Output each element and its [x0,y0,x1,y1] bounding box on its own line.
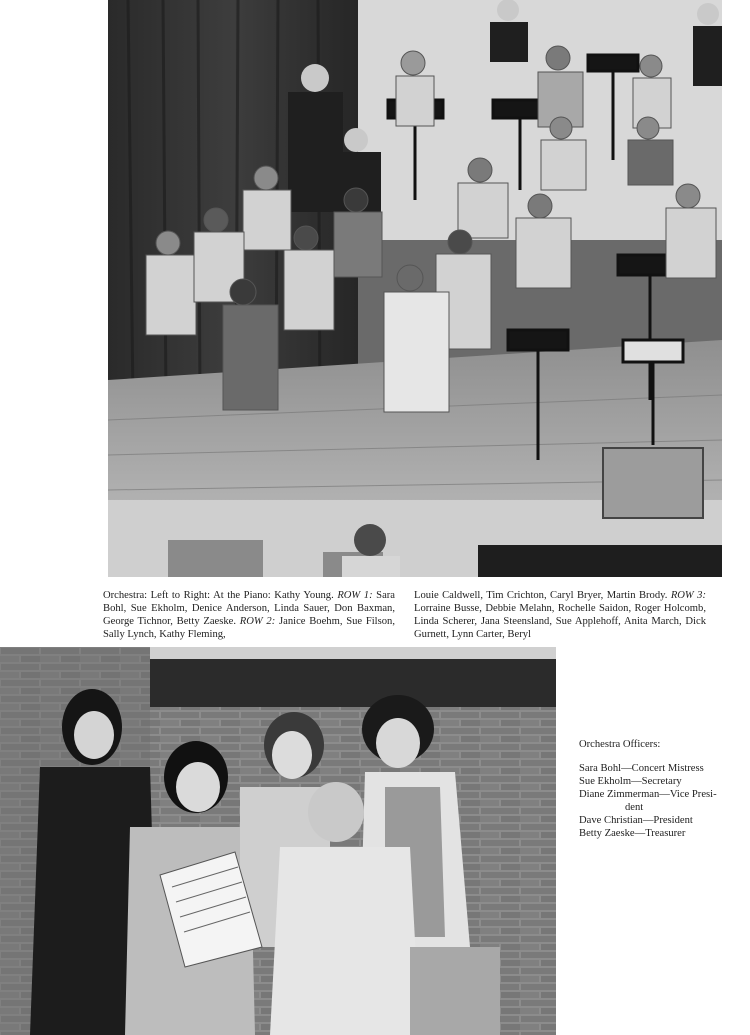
row3-names: Lorraine Busse, Debbie Melahn, Rochelle Saidon, Roger Holcomb, Linda Scherer, Jana Steensland, Sue Applehoff, Anita March, Dick Gurnett, Lynn Carter, Beryl [414,603,706,640]
row3-label: ROW 3: [670,590,706,601]
officers-photo-image [0,647,556,1035]
orchestra-officers-list [579,738,739,840]
row1-label: ROW 1: [337,590,373,601]
officers-heading: Orchestra Officers: [579,739,661,750]
orchestra-caption-left [103,589,395,641]
row2-label: ROW 2: [239,616,276,627]
row1-names: Sara Bohl, Sue Ekholm, Denice Anderson, Linda Sauer, Don Baxman, George Tichnor, Betty Zaeske. [103,590,395,627]
officer-concert-mistress: Sara Bohl—Concert Mistress [579,763,704,774]
row2-names: Janice Boehm, Sue Filson, Sally Lynch, Kathy Fleming, [103,616,395,640]
caption-continued-names: Louie Caldwell, Tim Crichton, Caryl Bryer, Martin Brody. [414,590,668,601]
caption-intro: Orchestra: Left to Right: At the Piano: Kathy Young. [103,590,334,601]
officer-vice-president-cont: dent [625,802,644,813]
officers-photo [0,647,556,1035]
orchestra-photo-image [108,0,722,577]
officer-secretary: Sue Ekholm—Secretary [579,776,682,787]
officer-president: Dave Christian—President [579,815,693,826]
officer-treasurer: Betty Zaeske—Treasurer [579,828,686,839]
officer-vice-president: Diane Zimmerman—Vice Presi- [579,789,717,800]
orchestra-photo [108,0,722,577]
orchestra-caption-right [414,589,706,641]
